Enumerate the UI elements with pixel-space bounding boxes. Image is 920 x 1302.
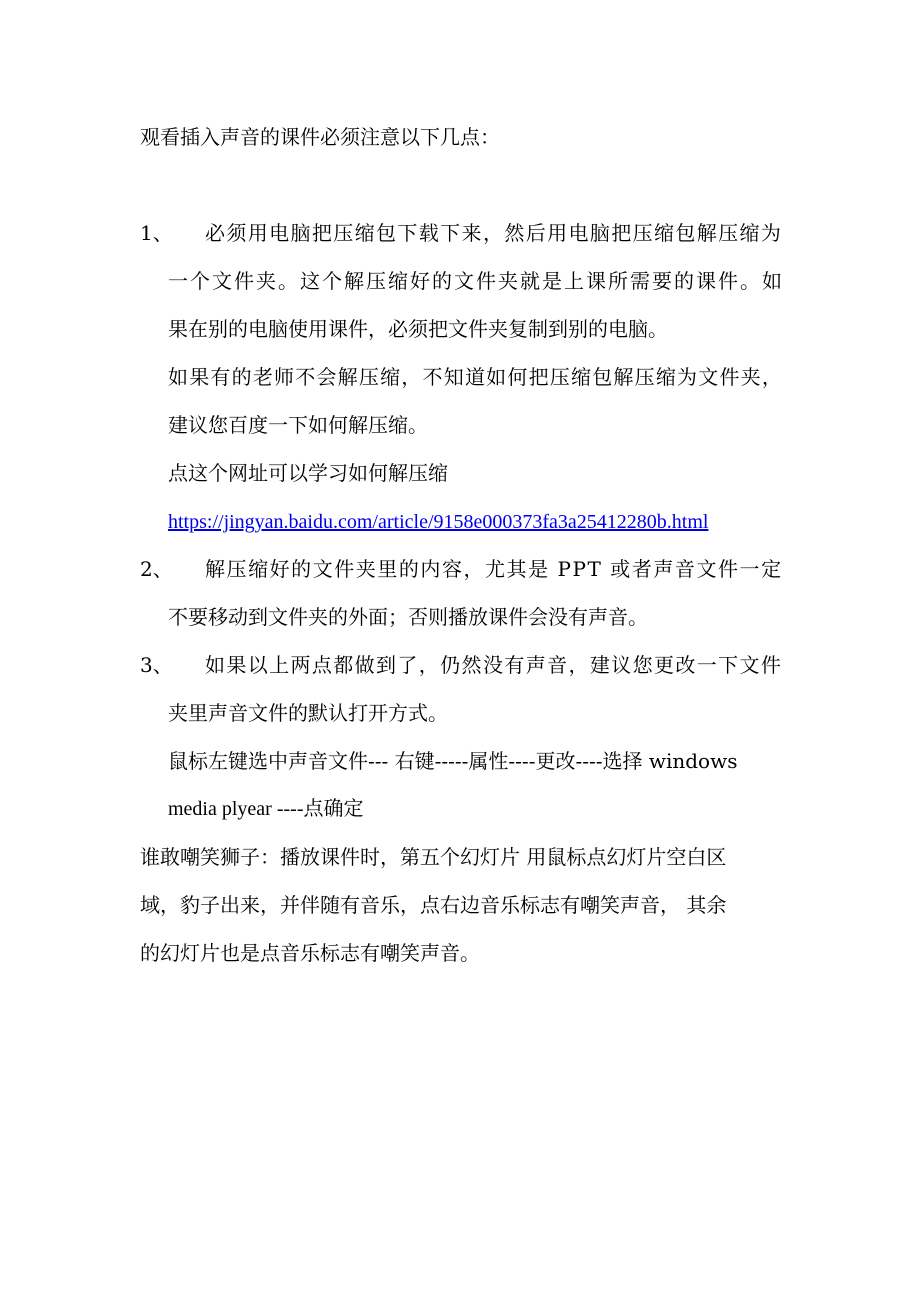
item-2-line-1: 解压缩好的文件夹里的内容，尤其是 PPT 或者声音文件一定 — [205, 557, 783, 581]
item-1-line-3: 果在别的电脑使用课件，必须把文件夹复制到别的电脑。 — [168, 317, 668, 341]
item-1-line-4: 如果有的老师不会解压缩，不知道如何把压缩包解压缩为文件夹， — [168, 365, 784, 389]
closing-line-2: 域，豹子出来，并伴随有音乐，点右边音乐标志有嘲笑声音， 其余 — [140, 893, 727, 917]
item-1-number: 1、 — [140, 221, 173, 245]
closing-line-3: 的幻灯片也是点音乐标志有嘲笑声音。 — [140, 941, 480, 965]
item-1-line-1: 必须用电脑把压缩包下载下来，然后用电脑把压缩包解压缩为 — [205, 221, 783, 245]
item-3-number: 3、 — [140, 653, 173, 677]
item-3-line-4: media plyear ----点确定 — [168, 798, 364, 820]
item-2-number: 2、 — [140, 557, 173, 581]
item-1-line-6: 点这个网址可以学习如何解压缩 — [168, 461, 448, 485]
item-1-line-2: 一个文件夹。这个解压缩好的文件夹就是上课所需要的课件。如 — [168, 269, 784, 293]
unzip-guide-link[interactable]: https://jingyan.baidu.com/article/9158e000373fa3a25412280b.html — [168, 511, 709, 533]
item-2-line-2: 不要移动到文件夹的外面；否则播放课件会没有声音。 — [168, 605, 648, 629]
intro-heading: 观看插入声音的课件必须注意以下几点： — [140, 125, 500, 149]
closing-line-1: 谁敢嘲笑狮子：播放课件时，第五个幻灯片 用鼠标点幻灯片空白区 — [140, 845, 727, 869]
item-3-line-1: 如果以上两点都做到了，仍然没有声音，建议您更改一下文件 — [205, 653, 783, 677]
item-3-line-3: 鼠标左键选中声音文件--- 右键-----属性----更改----选择 windows — [168, 749, 738, 773]
item-3-line-2: 夹里声音文件的默认打开方式。 — [168, 701, 448, 725]
item-1-line-5: 建议您百度一下如何解压缩。 — [168, 413, 428, 437]
